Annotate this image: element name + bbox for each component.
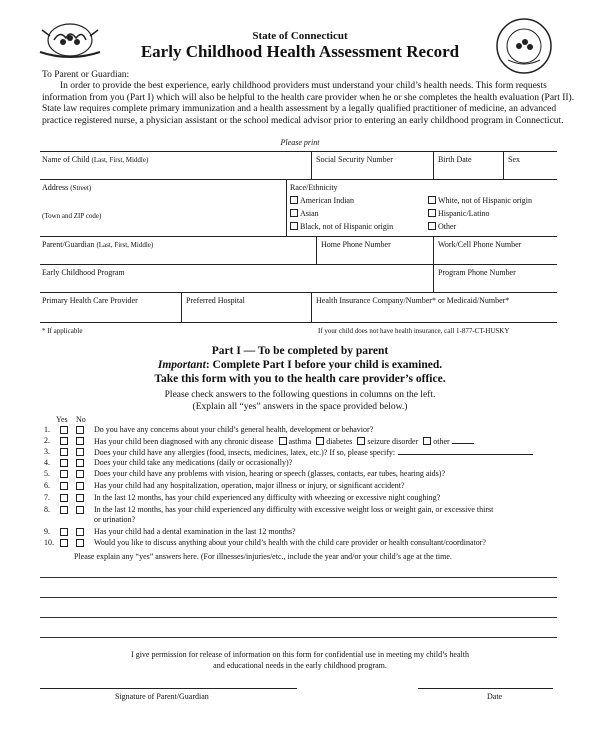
question-text [94, 425, 373, 434]
checkbox[interactable] [279, 437, 287, 445]
checkbox[interactable] [290, 209, 298, 217]
work-phone-field[interactable]: Work/Cell Phone Number [438, 240, 522, 249]
checkbox[interactable] [290, 222, 298, 230]
insurance-field[interactable]: Health Insurance Company/Number* or Medicaid/Number* [316, 296, 510, 305]
race-other[interactable] [428, 222, 456, 231]
checkbox[interactable] [428, 222, 436, 230]
chronic-option-label: diabetes [326, 437, 353, 446]
program-phone-field[interactable]: Program Phone Number [438, 268, 516, 277]
signature-line[interactable] [40, 688, 297, 689]
date-label: Date [487, 692, 503, 701]
question-text [94, 505, 493, 514]
question-label: Has your child had a dental examination in the last 12 months? [94, 527, 296, 536]
no-checkbox[interactable] [76, 459, 84, 467]
important-line [0, 359, 600, 371]
question-number: 9. [44, 527, 50, 536]
home-phone-field[interactable]: Home Phone Number [321, 240, 391, 249]
address-field[interactable] [42, 183, 91, 192]
permission-line-2: and educational needs in the early childhood program. [213, 661, 387, 670]
race-option-label: Black, not of Hispanic origin [300, 222, 394, 231]
guardian-label: Parent/Guardian [42, 240, 95, 249]
question-label: or urination? [94, 515, 136, 524]
yes-checkbox[interactable] [60, 437, 68, 445]
question-label: Has your child been diagnosed with any chronic disease [94, 437, 274, 446]
race-white[interactable] [428, 196, 532, 205]
question-text [94, 515, 135, 524]
address-sub: (Street) [70, 184, 92, 192]
salutation: To Parent or Guardian: [42, 70, 130, 80]
yes-checkbox[interactable] [60, 448, 68, 456]
child-name-sub: (Last, First, Middle) [91, 156, 149, 164]
race-american-indian[interactable] [290, 196, 354, 205]
race-option-label: Hispanic/Latino [438, 209, 490, 218]
question-text [94, 458, 292, 467]
chronic-option-3[interactable] [423, 437, 449, 446]
race-option-label: White, not of Hispanic origin [438, 196, 532, 205]
question-text [94, 469, 445, 478]
intro-line-4: practice registered nurse, a physician assistant or the school medical advisor prior to entering an early childhood program in Connecticut. [42, 115, 564, 126]
instructions-1: Please check answers to the following questions in columns on the left. [164, 390, 436, 400]
permission-line-1: I give permission for release of information on this form for confidential use in meeting my child’s health [131, 650, 469, 659]
race-label: Race/Ethnicity [290, 183, 338, 192]
answer-line[interactable] [40, 597, 557, 598]
allergy-fill-line[interactable] [398, 447, 533, 455]
instructions-2: (Explain all “yes” answers in the space provided below.) [192, 402, 408, 412]
please-print: Please print [280, 138, 320, 147]
intro-line-1: In order to provide the best experience, early childhood providers must understand your child’s health needs. This form requests [60, 81, 547, 91]
question-label: Has your child had any hospitalization, operation, major illness or injury, or significant accident? [94, 481, 405, 490]
yes-checkbox[interactable] [60, 506, 68, 514]
ssn-field[interactable]: Social Security Number [316, 155, 393, 164]
no-checkbox[interactable] [76, 426, 84, 434]
no-checkbox[interactable] [76, 506, 84, 514]
question-number: 2. [44, 436, 50, 445]
chronic-option-0[interactable] [279, 437, 312, 446]
question-label: In the last 12 months, has your child experienced any difficulty with wheezing or excessive night coughing? [94, 493, 441, 502]
race-hispanic[interactable] [428, 209, 490, 218]
answer-line[interactable] [40, 637, 557, 638]
question-number: 8. [44, 505, 50, 514]
question-number: 10. [44, 538, 54, 547]
checkbox[interactable] [357, 437, 365, 445]
state-name: State of Connecticut [252, 30, 348, 42]
question-number: 1. [44, 425, 50, 434]
question-label: Does your child have any problems with vision, hearing or speech (glasses, contacts, ear tubes, hearing aids)? [94, 469, 446, 478]
yes-checkbox[interactable] [60, 539, 68, 547]
explain-prompt: Please explain any “yes” answers here. (For illnesses/injuries/etc., include the year and/or your child’s age at the time. [74, 552, 452, 561]
important-label: Important [157, 359, 206, 371]
chronic-option-2[interactable] [357, 437, 418, 446]
no-checkbox[interactable] [76, 448, 84, 456]
birth-date-field[interactable]: Birth Date [438, 155, 472, 164]
child-name-field[interactable] [42, 155, 148, 164]
no-checkbox[interactable] [76, 539, 84, 547]
child-name-label: Name of Child [42, 155, 90, 164]
answer-line[interactable] [40, 617, 557, 618]
race-option-label: Other [438, 222, 457, 231]
question-text [94, 538, 486, 547]
sex-field[interactable]: Sex [508, 155, 520, 164]
question-text [94, 481, 405, 490]
chronic-option-label: seizure disorder [367, 437, 419, 446]
question-number: 5. [44, 469, 50, 478]
checkbox[interactable] [423, 437, 431, 445]
question-label: Would you like to discuss anything about your child’s health with the child care provider or health consultant/coordinator? [94, 538, 486, 547]
yes-checkbox[interactable] [60, 459, 68, 467]
intro-line-3: State law requires complete primary immunization and a health assessment by a legally qualified practitioner of medicine, an advanced [42, 104, 557, 114]
hospital-field[interactable]: Preferred Hospital [186, 296, 245, 305]
race-option-label: American Indian [300, 196, 354, 205]
chronic-option-1[interactable] [316, 437, 352, 446]
no-checkbox[interactable] [76, 437, 84, 445]
question-label: In the last 12 months, has your child experienced any difficulty with excessive weight loss or weight gain, or excessive thirst [94, 505, 494, 514]
question-number: 6. [44, 481, 50, 490]
if-applicable-note: * If applicable [42, 327, 83, 335]
yes-checkbox[interactable] [60, 528, 68, 536]
signature-label: Signature of Parent/Guardian [115, 692, 209, 701]
no-checkbox[interactable] [76, 470, 84, 478]
question-number: 3. [44, 447, 50, 456]
yes-checkbox[interactable] [60, 470, 68, 478]
yes-column-label: Yes [56, 415, 68, 424]
chronic-option-label: asthma [288, 437, 312, 446]
no-checkbox[interactable] [76, 528, 84, 536]
question-text [94, 527, 296, 536]
date-line[interactable] [418, 688, 553, 689]
question-text [94, 493, 440, 502]
no-checkbox[interactable] [76, 482, 84, 490]
checkbox[interactable] [428, 196, 436, 204]
part1-heading: Part I — To be completed by parent [211, 345, 389, 357]
town-zip-field[interactable]: (Town and ZIP code) [42, 212, 102, 220]
take-form-line: Take this form with you to the health care provider’s office. [154, 373, 446, 385]
other-fill-line[interactable] [452, 436, 474, 444]
question-label: Does your child have any allergies (food, insects, medicines, latex, etc.)? If so, please specify: [94, 448, 396, 457]
checkbox[interactable] [290, 196, 298, 204]
question-number: 4. [44, 458, 50, 467]
chronic-option-label: other [433, 437, 450, 446]
race-option-label: Asian [300, 209, 319, 218]
provider-field[interactable]: Primary Health Care Provider [42, 296, 138, 305]
yes-checkbox[interactable] [60, 494, 68, 502]
no-checkbox[interactable] [76, 494, 84, 502]
form-title: Early Childhood Health Assessment Record [140, 42, 460, 61]
question-text [94, 436, 474, 446]
yes-checkbox[interactable] [60, 482, 68, 490]
race-black[interactable] [290, 222, 393, 231]
ec-program-field[interactable]: Early Childhood Program [42, 268, 125, 277]
important-text: : Complete Part I before your child is examined. [205, 359, 443, 371]
checkbox[interactable] [428, 209, 436, 217]
no-column-label: No [76, 415, 86, 424]
question-label: Do you have any concerns about your child’s general health, development or behavior? [94, 425, 374, 434]
question-text [94, 447, 533, 457]
guardian-field[interactable] [42, 240, 153, 249]
question-label: Does your child take any medications (daily or occasionally)? [94, 458, 293, 467]
husky-note: If your child does not have health insurance, call 1-877-CT-HUSKY [318, 327, 510, 335]
intro-line-2: information from you (Part I) which will also be helpful to the health care provider when he or she completes the health evaluation (Part II). [42, 92, 575, 103]
address-label: Address [42, 183, 69, 192]
guardian-sub: (Last, First, Middle) [96, 241, 154, 249]
answer-line[interactable] [40, 577, 557, 578]
question-number: 7. [44, 493, 50, 502]
yes-checkbox[interactable] [60, 426, 68, 434]
checkbox[interactable] [316, 437, 324, 445]
race-asian[interactable] [290, 209, 319, 218]
